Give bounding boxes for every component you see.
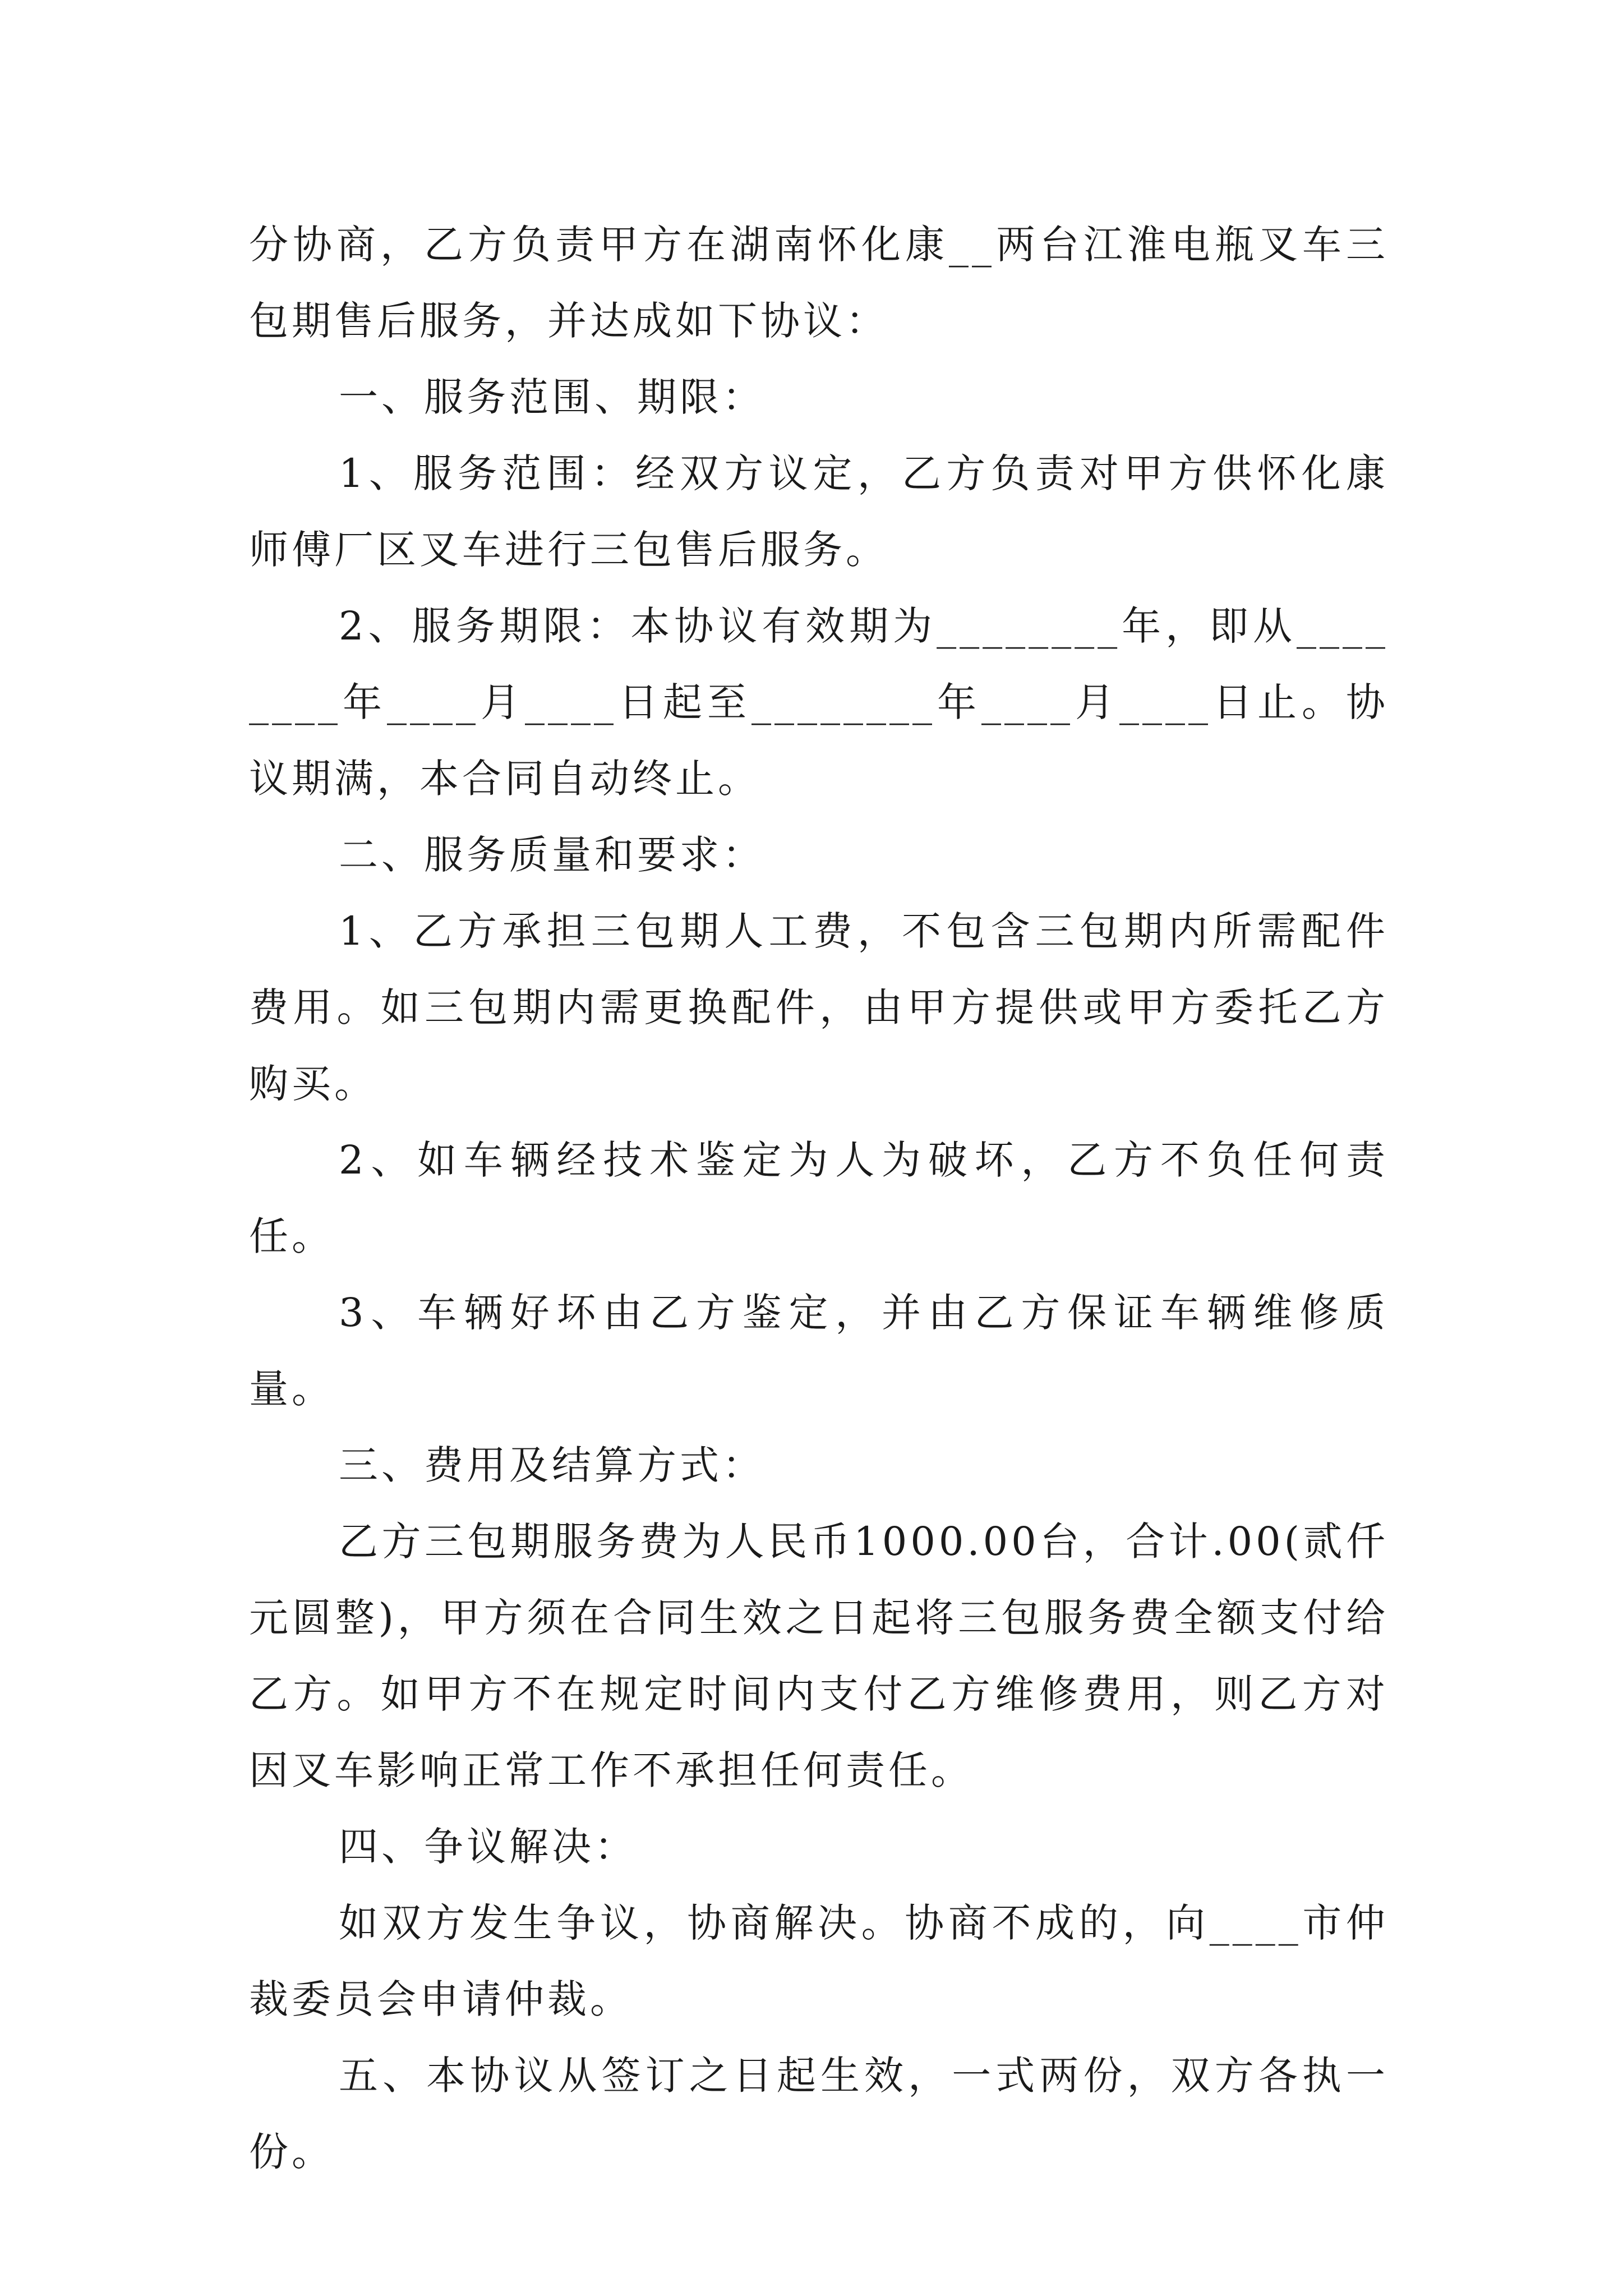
clause-service-term: 2、服务期限：本协议有效期为________年，即从________年____月____日起至________年____月____日止。协议期满，本合同自动终止。: [249, 603, 1389, 802]
clause-arbitration: 如双方发生争议，协商解决。协商不成的，向____市仲裁委员会申请仲裁。: [249, 1900, 1389, 2022]
clause-labor-cost: 1、乙方承担三包期人工费，不包含三包期内所需配件费用。如三包期内需更换配件，由甲方提供或甲方委托乙方购买。: [249, 908, 1389, 1107]
heading-service-scope: 一、服务范围、期限：: [339, 374, 765, 420]
clause-service-fee: 乙方三包期服务费为人民币1000.00台，合计.00(贰仟元圆整)，甲方须在合同生效之日起将三包服务费全额支付给乙方。如甲方不在规定时间内支付乙方维修费用，则乙方对因叉车影响正常工作不承担任何责任。: [249, 1519, 1389, 1793]
clause-repair-quality: 3、车辆好坏由乙方鉴定，并由乙方保证车辆维修质量。: [249, 1290, 1389, 1412]
clause-service-scope: 1、服务范围：经双方议定，乙方负责对甲方供怀化康师傅厂区叉车进行三包售后服务。: [249, 450, 1389, 573]
heading-dispute-resolution: 四、争议解决：: [339, 1824, 637, 1870]
clause-damage-liability: 2、如车辆经技术鉴定为人为破坏，乙方不负任何责任。: [249, 1137, 1389, 1259]
heading-service-quality: 二、服务质量和要求：: [339, 832, 765, 878]
clause-effectiveness: 五、本协议从签订之日起生效，一式两份，双方各执一份。: [249, 2053, 1389, 2175]
paragraph-intro: 分协商，乙方负责甲方在湖南怀化康__两台江淮电瓶叉车三包期售后服务，并达成如下协议：: [249, 222, 1389, 344]
heading-fees-settlement: 三、费用及结算方式：: [339, 1442, 765, 1488]
